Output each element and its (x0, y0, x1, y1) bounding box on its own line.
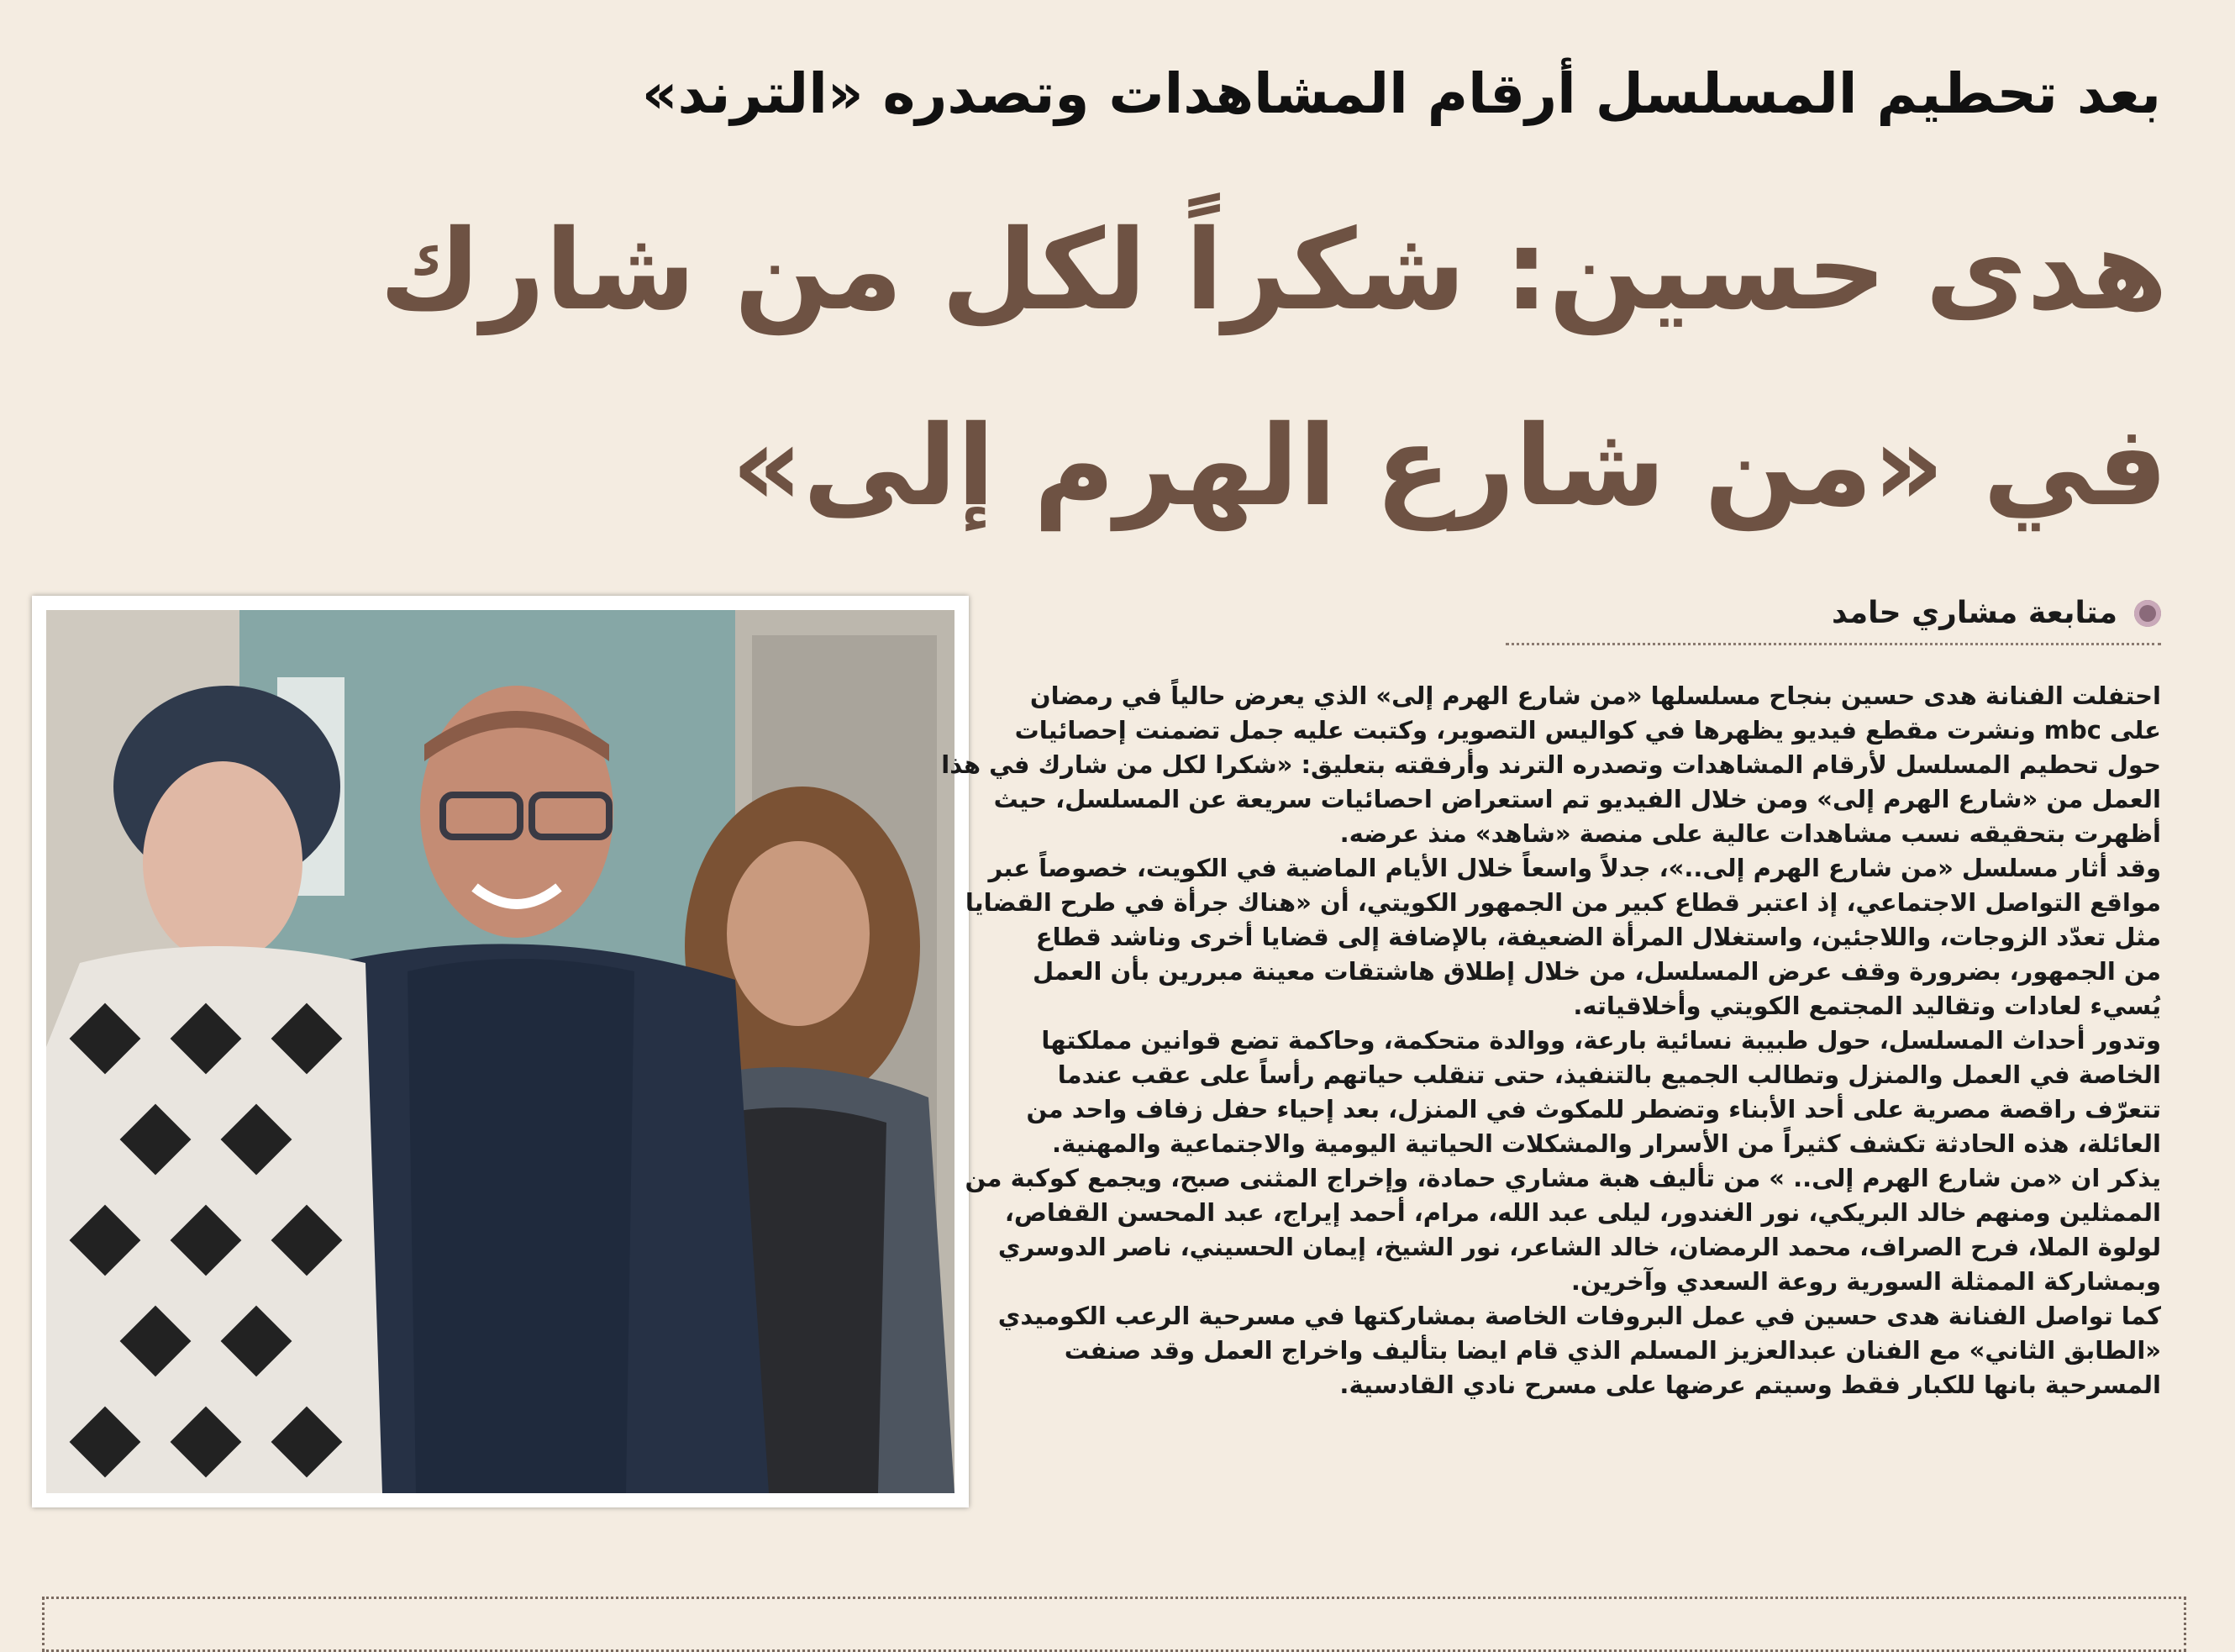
body-line: حول تحطيم المسلسل لأرقام المشاهدات وتصدره الترند وأرفقته بتعليق: «شكرا لكل من شارك في هذا (941, 750, 2161, 779)
byline-author: متابعة مشاري حامد (1832, 596, 2117, 630)
body-line: تتعرّف راقصة مصرية على أحد الأبناء وتضطر للمكوث في المنزل، بعد إحياء حفل زفاف واحد من (1026, 1095, 2161, 1123)
body-line: مواقع التواصل الاجتماعي، إذ اعتبر قطاع كبير من الجمهور الكويتي، أن «هناك جرأة في طرح القضايا (965, 888, 2161, 917)
headline-line-2: في «من شارع الهرم إلى» (731, 402, 2168, 531)
byline (1506, 584, 2161, 645)
body-line: من الجمهور، بضرورة وقف عرض المسلسل، من خلال إطلاق هاشتقات معينة مبررين بأن العمل (1032, 957, 2161, 986)
body-line: لولوة الملا، فرح الصراف، محمد الرمضان، خالد الشاعر، نور الشيخ، إيمان الحسيني، ناصر الدوسري (997, 1233, 2161, 1261)
body-line: كما تواصل الفنانة هدى حسين في عمل البروفات الخاصة بمشاركتها في مسرحية الرعب الكوميدي (997, 1302, 2161, 1330)
body-line: العمل من «شارع الهرم إلى» ومن خلال الفيديو تم استعراض احصائيات سريعة عن المسلسل، حيث (993, 785, 2161, 813)
photo-frame (32, 596, 969, 1507)
article-kicker: بعد تحطيم المسلسل أرقام المشاهدات وتصدره «الترند» (641, 61, 2161, 126)
body-line: يذكر ان «من شارع الهرم إلى.. » من تأليف هبة مشاري حمادة، وإخراج المثنى صبح، ويجمع كوكبة من (965, 1164, 2161, 1192)
headline-line-1: هدى حسين: شكراً لكل من شارك (379, 206, 2168, 335)
bullet-icon (2134, 600, 2161, 627)
body-line: وتدور أحداث المسلسل، حول طبيبة نسائية بارعة، ووالدة متحكمة، وحاكمة تضع قوانين مملكتها (1041, 1026, 2161, 1055)
body-line: على mbc ونشرت مقطع فيديو يظهرها في كواليس التصوير، وكتبت عليه جمل تضمنت إحصائيات (1014, 716, 2161, 744)
body-line: مثل تعدّد الزوجات، واللاجئين، واستغلال المرأة الضعيفة، بالإضافة إلى قضايا أخرى وناشد قطاع (1035, 923, 2161, 951)
body-line: يُسيء لعادات وتقاليد المجتمع الكويتي وأخلاقياته. (1573, 992, 2161, 1020)
next-article-box (42, 1597, 2186, 1652)
photo-illustration (46, 610, 954, 1493)
body-line: أظهرت بتحقيقه نسب مشاهدات عالية على منصة «شاهد» منذ عرضه. (1339, 819, 2161, 848)
body-line: المسرحية بانها للكبار فقط وسيتم عرضها على مسرح نادي القادسية. (1339, 1371, 2161, 1399)
body-line: «الطابق الثاني» مع الفنان عبدالعزيز المسلم الذي قام ايضا بتأليف واخراج العمل وقد صنفت (1064, 1336, 2161, 1365)
body-line: احتفلت الفنانة هدى حسين بنجاح مسلسلها «من شارع الهرم إلى» الذي يعرض حالياً في رمضان (1029, 681, 2161, 710)
body-line: الخاصة في العمل والمنزل وتطالب الجميع بالتنفيذ، حتى تنقلب حياتهم رأساً على عقب عندما (1057, 1060, 2161, 1089)
body-line: وبمشاركة الممثلة السورية روعة السعدي وآخرين. (1570, 1267, 2161, 1296)
body-line: وقد أثار مسلسل «من شارع الهرم إلى..»، جدلاً واسعاً خلال الأيام الماضية في الكويت، خصوصاً عبر (988, 854, 2161, 882)
body-line: العائلة، هذه الحادثة تكشف كثيراً من الأسرار والمشكلات الحياتية اليومية والاجتماعية والمهنية. (1052, 1129, 2161, 1158)
body-line: الممثلين ومنهم خالد البريكي، نور الغندور، ليلى عبد الله، مرام، أحمد إيراج، عبد المحسن القفاص، (1004, 1198, 2161, 1227)
article-photo (46, 610, 954, 1493)
article-body (941, 679, 2161, 1402)
